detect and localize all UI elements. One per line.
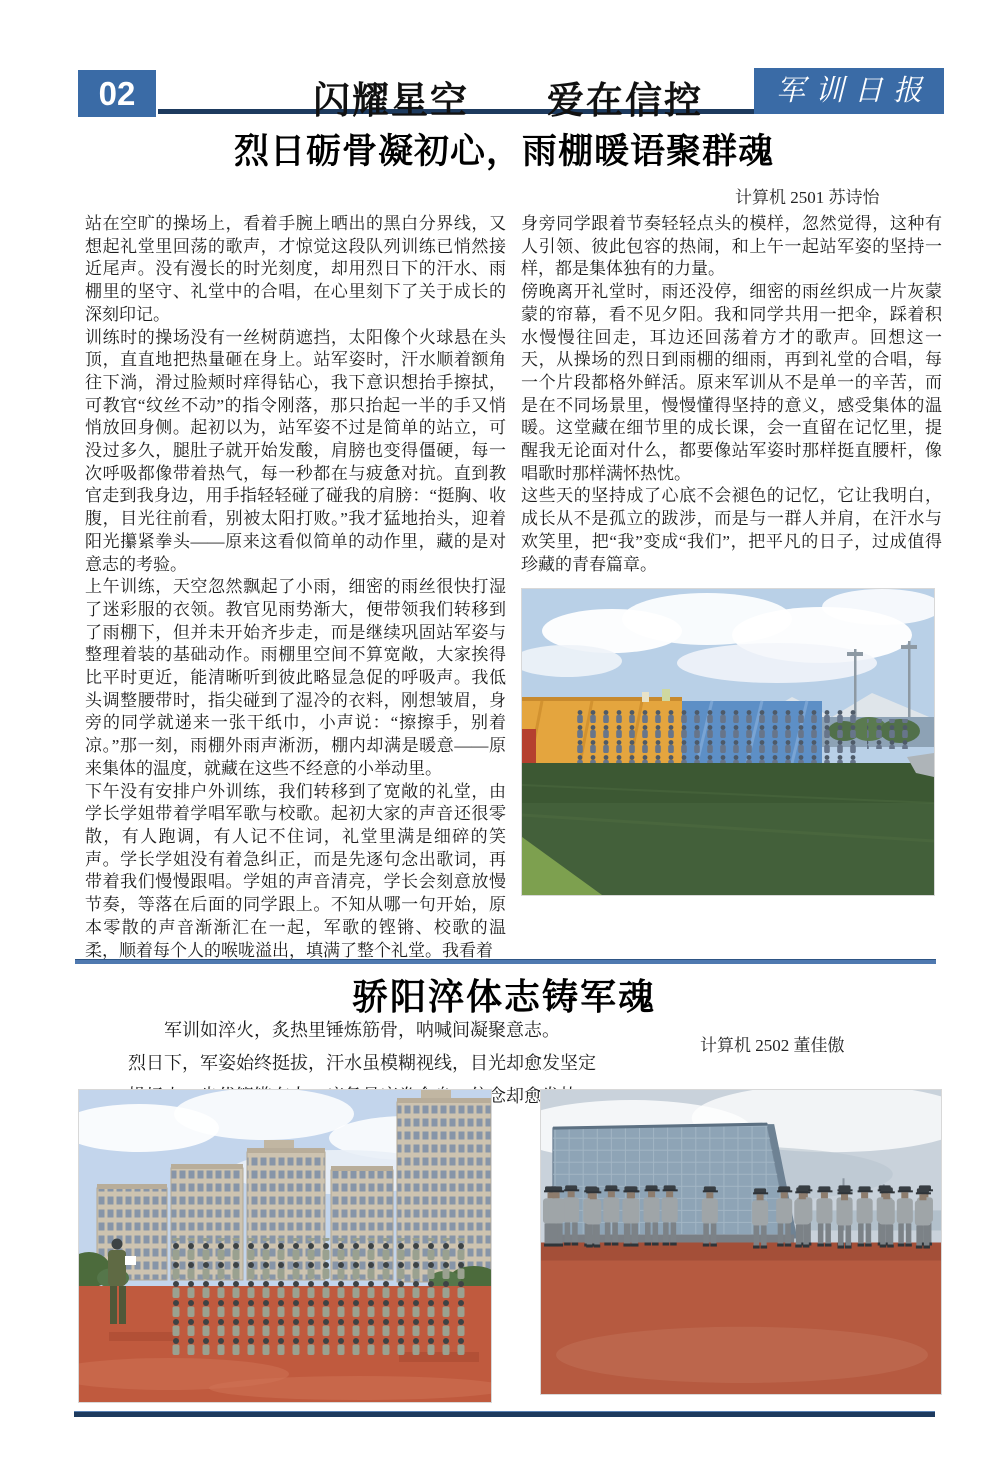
masthead-title: 闪耀星空 爱在信控 [313, 80, 703, 121]
paragraph: 上午训练，天空忽然飘起了小雨，细密的雨丝很快打湿了迷彩服的衣领。教官见雨势渐大，便带领我们转移到了雨棚下，但并未开始齐步走，而是继续巩固站军姿与整理着装的基础动作。雨棚里空间不算宽敞，大家挨得比平时更近，能清晰听到彼此略显急促的呼吸声。我低头调整腰带时，指尖碰到了湿冷的衣料，刚想皱眉，身旁的同学就递来一张干纸巾，小声说：“擦擦手，别着凉。”那一刻，雨棚外雨声淅沥，棚内却满是暖意——原来集体的温度，就藏在这些不经意的小举动里。 [85, 577, 506, 778]
photo-track-buildings [78, 1089, 492, 1403]
masthead [78, 70, 944, 120]
article1-byline: 计算机 2501 苏诗怡 [735, 188, 880, 207]
photo-track-stadium-graphic [541, 1090, 941, 1394]
article2-byline: 计算机 2502 董佳傲 [700, 1036, 845, 1055]
poem-line: 烈日下，军姿始终挺拔，汗水虽模糊视线，目光却愈发坚定 [128, 1053, 596, 1073]
paragraph: 站在空旷的操场上，看着手腕上晒出的黑白分界线，又想起礼堂里回荡的歌声，才惊觉这段队列训练已悄然接近尾声。没有漫长的时光刻度，却用烈日下的汗水、雨棚里的坚守、礼堂中的合唱，在心里刻下了关于成长的深刻印记。 [85, 214, 506, 324]
paragraph: 下午没有安排户外训练，我们转移到了宽敞的礼堂，由学长学姐带着学唱军歌与校歌。起初大家的声音还很零散，有人跑调，有人记不住词，礼堂里满是细碎的笑声。学长学姐没有着急纠正，而是先逐句念出歌词，再带着我们慢慢跟唱。学姐的声音清亮，学长会刻意放慢节奏，等落在后面的同学跟上。不知从哪一句开始，原本零散的声音渐渐汇在一起，军歌的铿锵、校歌的温柔，顺着每个人的喉咙溢出，填满了整个礼堂。我看着 [85, 781, 506, 960]
article1-left-column [85, 213, 506, 962]
poem-line: 军训如淬火，炙热里锤炼筋骨，呐喊间凝聚意志。 [164, 1020, 560, 1040]
photo-field-formation-graphic [522, 589, 934, 895]
article2-title: 骄阳淬体志铸军魂 [351, 977, 656, 1017]
paragraph: 身旁同学跟着节奏轻轻点头的模样，忽然觉得，这种有人引领、彼此包容的热闹，和上午一起站军姿的坚持一样，都是集体独有的力量。 [521, 214, 942, 279]
photo-field-formation [521, 588, 935, 896]
paragraph: 傍晚离开礼堂时，雨还没停，细密的雨丝织成一片灰蒙蒙的帘幕，看不见夕阳。我和同学共用一把伞，踩着积水慢慢往回走，耳边还回荡着方才的歌声。回想这一天，从操场的烈日到雨棚的细雨，再到礼堂的合唱，每一个片段都格外鲜活。原来军训从不是单一的辛苦，而是在不同场景里，慢慢懂得坚持的意义，感受集体的温暖。这堂藏在细节里的成长课，会一直留在记忆里，提醒我无论面对什么，都要像站军姿时那样挺直腰杆，像唱歌时那样满怀热忱。 [521, 282, 942, 483]
footer-rule [74, 1411, 935, 1417]
article1-right-column [521, 213, 942, 962]
article1-body [85, 213, 942, 962]
paragraph: 这些天的坚持成了心底不会褪色的记忆，它让我明白，成长从不是孤立的跋涉，而是与一群人并肩，在汗水与欢笑里，把“我”变成“我们”，把平凡的日子，过成值得珍藏的青春篇章。 [521, 486, 942, 574]
masthead-badge: 军训日报 [754, 68, 944, 114]
section-divider [75, 959, 936, 964]
page-number: 02 [78, 70, 156, 117]
photo-track-stadium [540, 1089, 942, 1395]
paragraph: 训练时的操场没有一丝树荫遮挡，太阳像个火球悬在头顶，直直地把热量砸在身上。站军姿时，汗水顺着额角往下淌，滑过脸颊时痒得钻心，我下意识想抬手擦拭，可教官“纹丝不动”的指令刚落，那只抬起一半的手又悄悄放回身侧。起初以为，站军姿不过是简单的站立，可没过多久，腿肚子就开始发酸，肩膀也变得僵硬，每一次呼吸都像带着热气，每一秒都在与疲惫对抗。直到教官走到我身边，用手指轻轻碰了碰我的肩膀：“挺胸、收腹，目光往前看，别被太阳打败。”我才猛地抬头，迎着阳光攥紧拳头——原来这看似简单的动作里，藏的是对意志的考验。 [85, 327, 506, 574]
article1-title: 烈日砺骨凝初心，雨棚暖语聚群魂 [233, 132, 774, 171]
photo-track-buildings-graphic [79, 1090, 491, 1402]
